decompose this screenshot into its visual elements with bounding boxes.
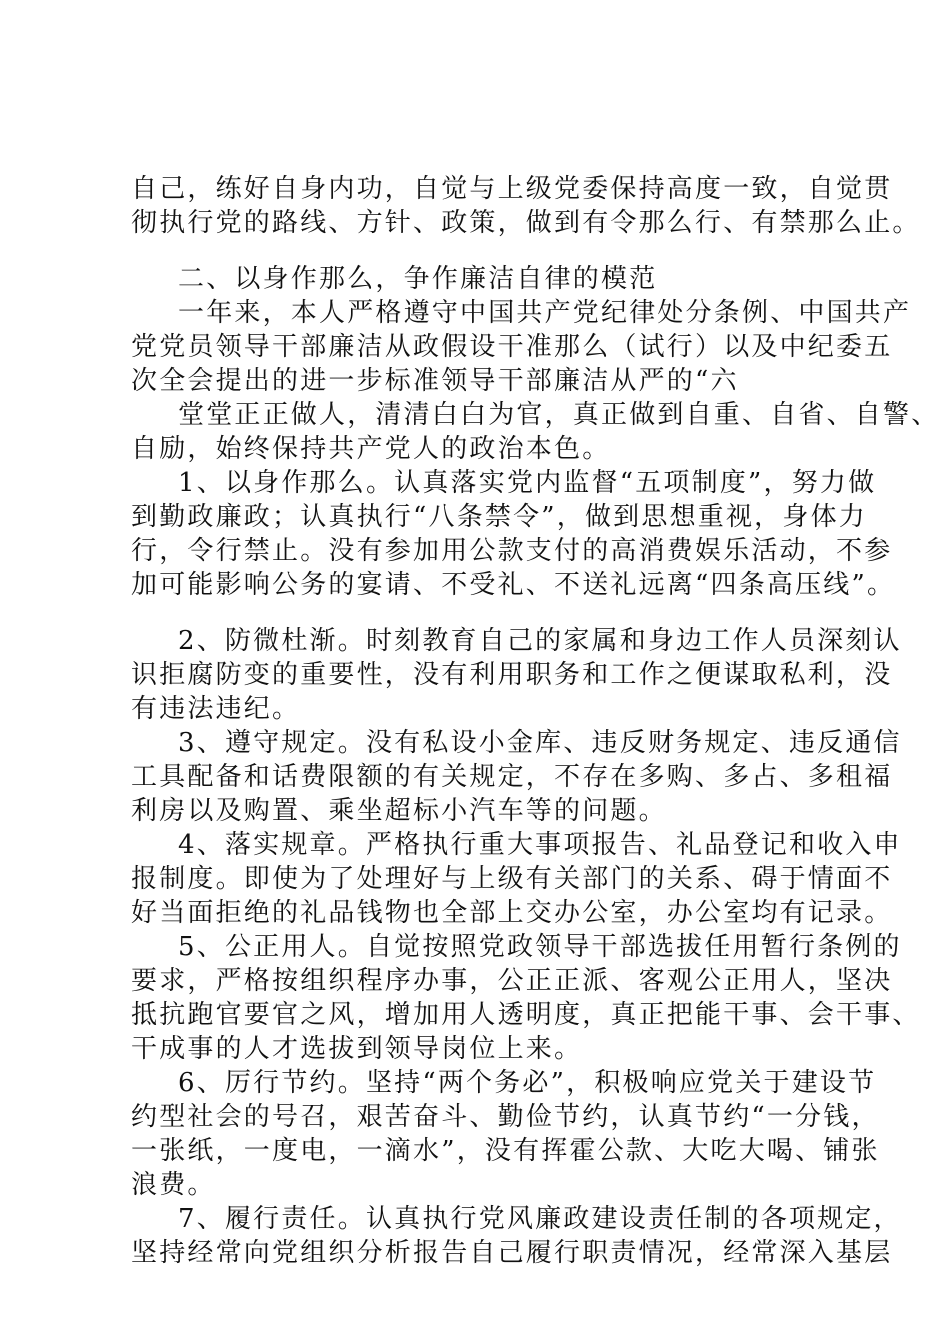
text-line: 一张纸，一度电，一滴水”，没有挥霍公款、大吃大喝、铺张 — [131, 1136, 880, 1166]
text-line: 加可能影响公务的宴请、不受礼、不送礼远离“四条高压线”。 — [131, 570, 896, 600]
text-line: 行，令行禁止。没有参加用公款支付的高消费娱乐活动，不参 — [131, 536, 893, 566]
text-line: 5、公正用人。自觉按照党政领导干部选拔任用暂行条例的 — [178, 932, 902, 962]
text-line: 堂堂正正做人，清清白白为官，真正做到自重、自省、自警、 — [178, 400, 940, 430]
text-line: 彻执行党的路线、方针、政策，做到有令那么行、有禁那么止。 — [131, 208, 921, 238]
text-line: 到勤政廉政；认真执行“八条禁令”，做到思想重视，身体力 — [131, 502, 867, 532]
text-line: 工具配备和话费限额的有关规定，不存在多购、多占、多租福 — [131, 762, 893, 792]
text-line: 2、防微杜渐。时刻教育自己的家属和身边工作人员深刻认 — [178, 626, 902, 656]
text-line: 次全会提出的进一步标准领导干部廉洁从严的“六 — [131, 366, 739, 396]
text-line: 浪费。 — [131, 1170, 216, 1200]
text-line: 一年来，本人严格遵守中国共产党纪律处分条例、中国共产 — [178, 298, 912, 328]
text-line: 坚持经常向党组织分析报告自己履行职责情况，经常深入基层 — [131, 1238, 893, 1268]
text-line: 好当面拒绝的礼品钱物也全部上交办公室，办公室均有记录。 — [131, 898, 893, 928]
section-heading: 二、以身作那么，争作廉洁自律的模范 — [178, 264, 658, 294]
text-line: 有违法违纪。 — [131, 694, 301, 724]
text-line: 6、厉行节约。坚持“两个务必”，积极响应党关于建设节 — [178, 1068, 877, 1098]
text-line: 报制度。即使为了处理好与上级有关部门的关系、碍于情面不 — [131, 864, 893, 894]
text-line: 自己，练好自身内功，自觉与上级党委保持高度一致，自觉贯 — [131, 174, 893, 204]
text-line: 党党员领导干部廉洁从政假设干准那么（试行）以及中纪委五 — [131, 332, 893, 362]
text-line: 识拒腐防变的重要性，没有利用职务和工作之便谋取私利，没 — [131, 660, 893, 690]
text-line: 干成事的人才选拔到领导岗位上来。 — [131, 1034, 583, 1064]
text-line: 约型社会的号召，艰苦奋斗、勤俭节约，认真节约“一分钱， — [131, 1102, 880, 1132]
text-line: 要求，严格按组织程序办事，公正正派、客观公正用人，坚决 — [131, 966, 893, 996]
text-line: 抵抗跑官要官之风，增加用人透明度，真正把能干事、会干事、 — [131, 1000, 921, 1030]
text-line: 3、遵守规定。没有私设小金库、违反财务规定、违反通信 — [178, 728, 902, 758]
text-line: 利房以及购置、乘坐超标小汽车等的问题。 — [131, 796, 667, 826]
text-line: 自励，始终保持共产党人的政治本色。 — [131, 434, 611, 464]
text-line: 4、落实规章。严格执行重大事项报告、礼品登记和收入申 — [178, 830, 902, 860]
text-line: 1、以身作那么。认真落实党内监督“五项制度”，努力做 — [178, 468, 877, 498]
text-line: 7、履行责任。认真执行党风廉政建设责任制的各项规定， — [178, 1204, 902, 1234]
